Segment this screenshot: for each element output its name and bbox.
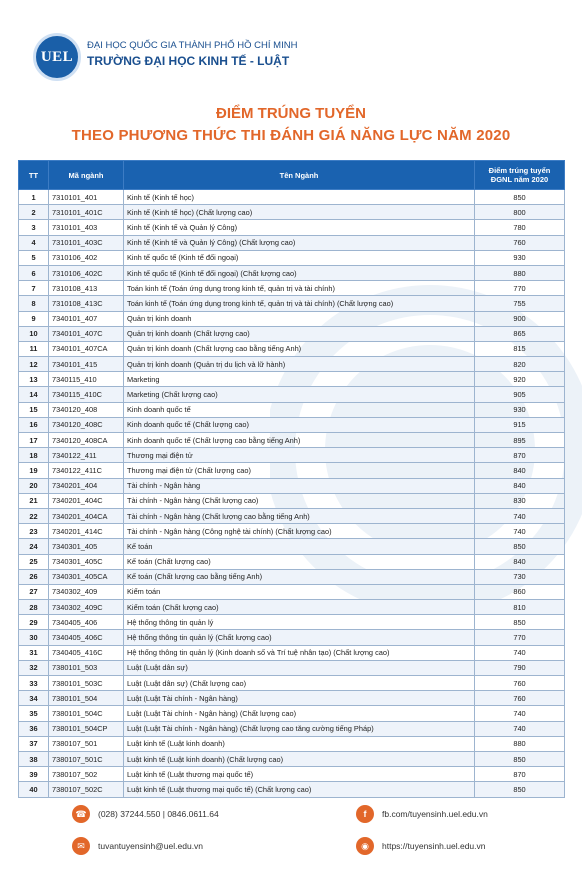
row-score: 850: [475, 539, 565, 554]
row-code: 7380107_502C: [49, 782, 124, 797]
row-name: Kế toán: [124, 539, 475, 554]
table-row: [19, 554, 565, 569]
row-code: 7310101_403: [49, 220, 124, 235]
row-score: 770: [475, 281, 565, 296]
row-code: 7310101_401: [49, 190, 124, 205]
row-code: 7310106_402: [49, 250, 124, 265]
row-tt: 30: [19, 630, 49, 645]
table-header-row: [19, 161, 565, 190]
row-name: Kinh tế (Kinh tế và Quản lý Công): [124, 220, 475, 235]
table-row: [19, 691, 565, 706]
row-score: 905: [475, 387, 565, 402]
row-name: Hệ thống thông tin quản lý: [124, 615, 475, 630]
row-score: 770: [475, 630, 565, 645]
row-name: Kinh doanh quốc tế (Chất lượng cao): [124, 417, 475, 432]
row-tt: 26: [19, 569, 49, 584]
table-row: [19, 326, 565, 341]
row-name: Quản trị kinh doanh: [124, 311, 475, 326]
row-code: 7310101_401C: [49, 205, 124, 220]
table-row: [19, 478, 565, 493]
row-tt: 22: [19, 508, 49, 523]
row-tt: 24: [19, 539, 49, 554]
table-row: [19, 281, 565, 296]
table-row: [19, 600, 565, 615]
row-code: 7340115_410C: [49, 387, 124, 402]
row-name: Toán kinh tế (Toán ứng dụng trong kinh tế, quản trị và tài chính): [124, 281, 475, 296]
row-tt: 3: [19, 220, 49, 235]
row-tt: 17: [19, 433, 49, 448]
row-score: 800: [475, 205, 565, 220]
row-score: 865: [475, 326, 565, 341]
row-name: Kinh tế (Kinh tế và Quản lý Công) (Chất lượng cao): [124, 235, 475, 250]
row-code: 7340201_404CA: [49, 508, 124, 523]
table-row: [19, 448, 565, 463]
row-score: 880: [475, 265, 565, 280]
row-score: 830: [475, 493, 565, 508]
row-score: 915: [475, 417, 565, 432]
row-code: 7340201_404: [49, 478, 124, 493]
row-code: 7340122_411: [49, 448, 124, 463]
table-row: [19, 645, 565, 660]
row-score: 860: [475, 584, 565, 599]
row-name: Kinh doanh quốc tế: [124, 402, 475, 417]
row-code: 7340101_407C: [49, 326, 124, 341]
row-tt: 9: [19, 311, 49, 326]
row-tt: 5: [19, 250, 49, 265]
row-name: Thương mại điện tử: [124, 448, 475, 463]
row-code: 7340122_411C: [49, 463, 124, 478]
row-name: Tài chính - Ngân hàng: [124, 478, 475, 493]
row-name: Quản trị kinh doanh (Chất lượng cao bằng tiếng Anh): [124, 341, 475, 356]
table-row: [19, 235, 565, 250]
row-name: Thương mại điện tử (Chất lượng cao): [124, 463, 475, 478]
row-score: 930: [475, 250, 565, 265]
uel-logo: [33, 33, 81, 81]
footer-email[interactable]: [72, 837, 203, 855]
row-tt: 1: [19, 190, 49, 205]
row-tt: 34: [19, 691, 49, 706]
header-score-line1: Điểm trúng tuyển: [488, 166, 551, 175]
row-name: Marketing (Chất lượng cao): [124, 387, 475, 402]
row-tt: 25: [19, 554, 49, 569]
table-row: [19, 584, 565, 599]
row-name: Kiểm toán (Chất lượng cao): [124, 600, 475, 615]
footer: [0, 800, 582, 870]
row-score: 740: [475, 721, 565, 736]
row-code: 7340302_409: [49, 584, 124, 599]
table-row: [19, 569, 565, 584]
table-row: [19, 463, 565, 478]
row-score: 755: [475, 296, 565, 311]
row-name: Luật (Luật Tài chính - Ngân hàng) (Chất lượng cao tăng cường tiếng Pháp): [124, 721, 475, 736]
row-code: 7340405_416C: [49, 645, 124, 660]
table-row: [19, 736, 565, 751]
row-score: 760: [475, 676, 565, 691]
table-row: [19, 615, 565, 630]
row-score: 740: [475, 706, 565, 721]
header: [0, 0, 582, 92]
row-tt: 20: [19, 478, 49, 493]
table-row: [19, 190, 565, 205]
row-tt: 31: [19, 645, 49, 660]
header-tt: TT: [19, 161, 49, 190]
row-code: 7380101_504CP: [49, 721, 124, 736]
phone-text: (028) 37244.550 | 0846.0611.64: [98, 809, 219, 819]
table-row: [19, 372, 565, 387]
row-name: Kinh tế (Kinh tế học): [124, 190, 475, 205]
row-code: 7340301_405CA: [49, 569, 124, 584]
row-tt: 29: [19, 615, 49, 630]
row-tt: 33: [19, 676, 49, 691]
row-code: 7340201_404C: [49, 493, 124, 508]
facebook-text[interactable]: fb.com/tuyensinh.uel.edu.vn: [382, 809, 488, 819]
row-code: 7380107_501: [49, 736, 124, 751]
row-name: Toán kinh tế (Toán ứng dụng trong kinh tế, quản trị và tài chính) (Chất lượng cao): [124, 296, 475, 311]
row-code: 7380107_501C: [49, 751, 124, 766]
row-name: Luật (Luật Tài chính - Ngân hàng): [124, 691, 475, 706]
row-name: Tài chính - Ngân hàng (Chất lượng cao bằng tiếng Anh): [124, 508, 475, 523]
table-row: [19, 357, 565, 372]
table-row: [19, 387, 565, 402]
table-row: [19, 539, 565, 554]
table-row: [19, 341, 565, 356]
row-score: 870: [475, 767, 565, 782]
row-tt: 2: [19, 205, 49, 220]
row-score: 730: [475, 569, 565, 584]
row-tt: 23: [19, 524, 49, 539]
header-score-line2: ĐGNL năm 2020: [490, 175, 549, 184]
email-text[interactable]: tuvantuyensinh@uel.edu.vn: [98, 841, 204, 851]
row-code: 7340101_407CA: [49, 341, 124, 356]
row-code: 7340201_414C: [49, 524, 124, 539]
row-name: Luật (Luật Tài chính - Ngân hàng) (Chất lượng cao): [124, 706, 475, 721]
row-name: Hệ thống thông tin quản lý (Chất lượng cao): [124, 630, 475, 645]
row-score: 740: [475, 524, 565, 539]
table-row: [19, 205, 565, 220]
table-row: [19, 782, 565, 797]
row-tt: 36: [19, 721, 49, 736]
admission-score-table: [18, 160, 565, 798]
row-name: Marketing: [124, 372, 475, 387]
row-tt: 38: [19, 751, 49, 766]
phone-icon: ☎: [72, 805, 90, 823]
row-score: 760: [475, 235, 565, 250]
row-name: Tài chính - Ngân hàng (Công nghệ tài chính) (Chất lượng cao): [124, 524, 475, 539]
row-tt: 35: [19, 706, 49, 721]
row-code: 7380101_503C: [49, 676, 124, 691]
row-code: 7380107_502: [49, 767, 124, 782]
header-score: [475, 161, 565, 190]
row-tt: 6: [19, 265, 49, 280]
row-tt: 15: [19, 402, 49, 417]
row-score: 930: [475, 402, 565, 417]
row-code: 7380101_504: [49, 691, 124, 706]
row-tt: 11: [19, 341, 49, 356]
table-row: [19, 721, 565, 736]
facebook-icon: f: [356, 805, 374, 823]
row-code: 7340101_415: [49, 357, 124, 372]
row-name: Luật kinh tế (Luật thương mại quốc tế) (Chất lượng cao): [124, 782, 475, 797]
row-score: 850: [475, 782, 565, 797]
table-row: [19, 250, 565, 265]
row-score: 850: [475, 615, 565, 630]
header-code: Mã ngành: [49, 161, 124, 190]
page-title: ĐIỂM TRÚNG TUYỂN: [216, 105, 366, 122]
footer-facebook[interactable]: [356, 805, 488, 823]
row-name: Kinh tế quốc tế (Kinh tế đối ngoại): [124, 250, 475, 265]
table-row: [19, 751, 565, 766]
table-row: [19, 676, 565, 691]
row-name: Kinh tế quốc tế (Kinh tế đối ngoại) (Chất lượng cao): [124, 265, 475, 280]
footer-phone: [72, 805, 219, 823]
row-name: Quản trị kinh doanh (Quản trị du lịch và lữ hành): [124, 357, 475, 372]
row-code: 7340405_406C: [49, 630, 124, 645]
row-name: Kiểm toán: [124, 584, 475, 599]
footer-website[interactable]: [356, 837, 486, 855]
table-row: [19, 493, 565, 508]
row-name: Kế toán (Chất lượng cao): [124, 554, 475, 569]
row-name: Luật (Luật dân sự) (Chất lượng cao): [124, 676, 475, 691]
row-name: Luật (Luật dân sự): [124, 660, 475, 675]
header-name: Tên Ngành: [124, 161, 475, 190]
row-code: 7340301_405: [49, 539, 124, 554]
row-score: 850: [475, 751, 565, 766]
row-score: 920: [475, 372, 565, 387]
row-score: 740: [475, 508, 565, 523]
logo-text: UEL: [40, 48, 74, 65]
row-score: 880: [475, 736, 565, 751]
table-row: [19, 433, 565, 448]
row-score: 810: [475, 600, 565, 615]
row-code: 7310108_413C: [49, 296, 124, 311]
row-code: 7340120_408: [49, 402, 124, 417]
row-name: Luật kinh tế (Luật kinh doanh): [124, 736, 475, 751]
row-score: 895: [475, 433, 565, 448]
row-code: 7310106_402C: [49, 265, 124, 280]
row-code: 7340101_407: [49, 311, 124, 326]
row-tt: 12: [19, 357, 49, 372]
row-score: 740: [475, 645, 565, 660]
row-score: 840: [475, 478, 565, 493]
row-code: 7380101_503: [49, 660, 124, 675]
row-tt: 4: [19, 235, 49, 250]
row-name: Kinh tế (Kinh tế học) (Chất lượng cao): [124, 205, 475, 220]
row-tt: 32: [19, 660, 49, 675]
table-row: [19, 524, 565, 539]
table-row: [19, 417, 565, 432]
page-subtitle: THEO PHƯƠNG THỨC THI ĐÁNH GIÁ NĂNG LỰC NĂM 2020: [71, 127, 511, 144]
row-tt: 14: [19, 387, 49, 402]
row-name: Tài chính - Ngân hàng (Chất lượng cao): [124, 493, 475, 508]
row-score: 820: [475, 357, 565, 372]
table-row: [19, 660, 565, 675]
table-row: [19, 630, 565, 645]
row-tt: 21: [19, 493, 49, 508]
row-tt: 7: [19, 281, 49, 296]
university-name-line2: TRƯỜNG ĐẠI HỌC KINH TẾ - LUẬT: [87, 54, 290, 68]
row-tt: 13: [19, 372, 49, 387]
row-score: 840: [475, 463, 565, 478]
row-score: 760: [475, 691, 565, 706]
row-name: Kinh doanh quốc tế (Chất lượng cao bằng tiếng Anh): [124, 433, 475, 448]
row-code: 7380101_504C: [49, 706, 124, 721]
row-tt: 37: [19, 736, 49, 751]
row-code: 7340302_409C: [49, 600, 124, 615]
row-score: 850: [475, 190, 565, 205]
row-tt: 27: [19, 584, 49, 599]
row-name: Kế toán (Chất lượng cao bằng tiếng Anh): [124, 569, 475, 584]
table-row: [19, 767, 565, 782]
table-row: [19, 311, 565, 326]
row-code: 7340405_406: [49, 615, 124, 630]
row-tt: 10: [19, 326, 49, 341]
row-score: 870: [475, 448, 565, 463]
row-code: 7310101_403C: [49, 235, 124, 250]
row-score: 840: [475, 554, 565, 569]
row-code: 7340115_410: [49, 372, 124, 387]
row-code: 7340301_405C: [49, 554, 124, 569]
row-name: Luật kinh tế (Luật thương mại quốc tế): [124, 767, 475, 782]
table-row: [19, 220, 565, 235]
website-text[interactable]: https://tuyensinh.uel.edu.vn: [382, 841, 486, 851]
table-row: [19, 508, 565, 523]
row-code: 7340120_408CA: [49, 433, 124, 448]
row-code: 7310108_413: [49, 281, 124, 296]
row-score: 815: [475, 341, 565, 356]
email-icon: ✉: [72, 837, 90, 855]
row-name: Luật kinh tế (Luật kinh doanh) (Chất lượng cao): [124, 751, 475, 766]
row-tt: 39: [19, 767, 49, 782]
row-tt: 8: [19, 296, 49, 311]
row-tt: 16: [19, 417, 49, 432]
row-name: Hệ thống thông tin quản lý (Kinh doanh số và Trí tuệ nhân tạo) (Chất lượng cao): [124, 645, 475, 660]
table-row: [19, 402, 565, 417]
table-row: [19, 265, 565, 280]
university-name-line1: ĐẠI HỌC QUỐC GIA THÀNH PHỐ HỒ CHÍ MINH: [87, 40, 298, 51]
table-row: [19, 296, 565, 311]
row-score: 900: [475, 311, 565, 326]
row-name: Quản trị kinh doanh (Chất lượng cao): [124, 326, 475, 341]
row-score: 780: [475, 220, 565, 235]
row-tt: 40: [19, 782, 49, 797]
table-row: [19, 706, 565, 721]
row-score: 790: [475, 660, 565, 675]
row-tt: 19: [19, 463, 49, 478]
row-code: 7340120_408C: [49, 417, 124, 432]
wifi-icon: ◉: [356, 837, 374, 855]
row-tt: 28: [19, 600, 49, 615]
row-tt: 18: [19, 448, 49, 463]
